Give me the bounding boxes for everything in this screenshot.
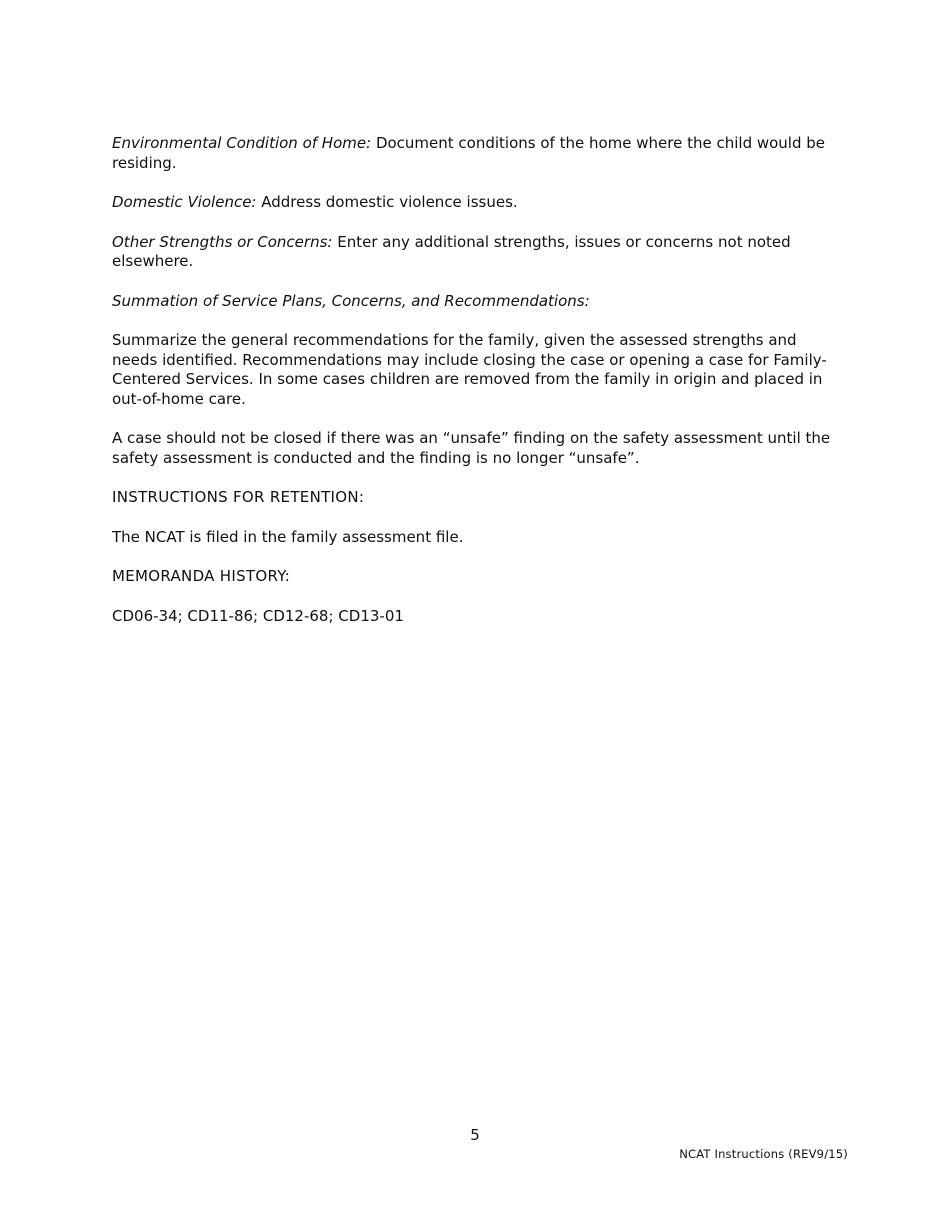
domestic-violence-paragraph: [112, 193, 838, 213]
environmental-condition-text: Document conditions of the home where the child would be residing.: [112, 134, 826, 172]
other-strengths-text: Enter any additional strengths, issues or concerns not noted elsewhere.: [112, 232, 791, 270]
retention-text: The NCAT is filed in the family assessment file.: [112, 527, 464, 546]
summation-heading-paragraph: [112, 292, 838, 312]
domestic-violence-label: Domestic Violence:: [112, 193, 257, 211]
environmental-condition-paragraph: [112, 134, 838, 173]
memoranda-text: CD06-34; CD11-86; CD12-68; CD13-01: [112, 606, 404, 625]
memoranda-heading: MEMORANDA HISTORY:: [112, 567, 291, 585]
domestic-violence-text: Address domestic violence issues.: [256, 193, 518, 211]
document-footer-id: NCAT Instructions (REV9/15): [679, 1147, 848, 1161]
summarize-paragraph: Summarize the general recommendations for the family, given the assessed strengths and needs identified. Recommendations may include closing the case or opening a case for Family-Centered Services. In some cases children are removed from the family in origin and placed in out-of-home care.: [112, 331, 827, 408]
case-closure-paragraph: A case should not be closed if there was an “unsafe” finding on the safety assessment until the safety assessment is conducted and the finding is no longer “unsafe”.: [112, 429, 831, 467]
retention-heading: INSTRUCTIONS FOR RETENTION:: [112, 488, 365, 506]
other-strengths-label: Other Strengths or Concerns:: [112, 232, 333, 251]
document-body: [112, 134, 838, 646]
environmental-condition-label: Environmental Condition of Home:: [112, 134, 372, 152]
summation-label: Summation of Service Plans, Concerns, and Recommendations:: [112, 291, 590, 310]
page-number: 5: [470, 1126, 480, 1144]
other-strengths-paragraph: [112, 233, 838, 272]
